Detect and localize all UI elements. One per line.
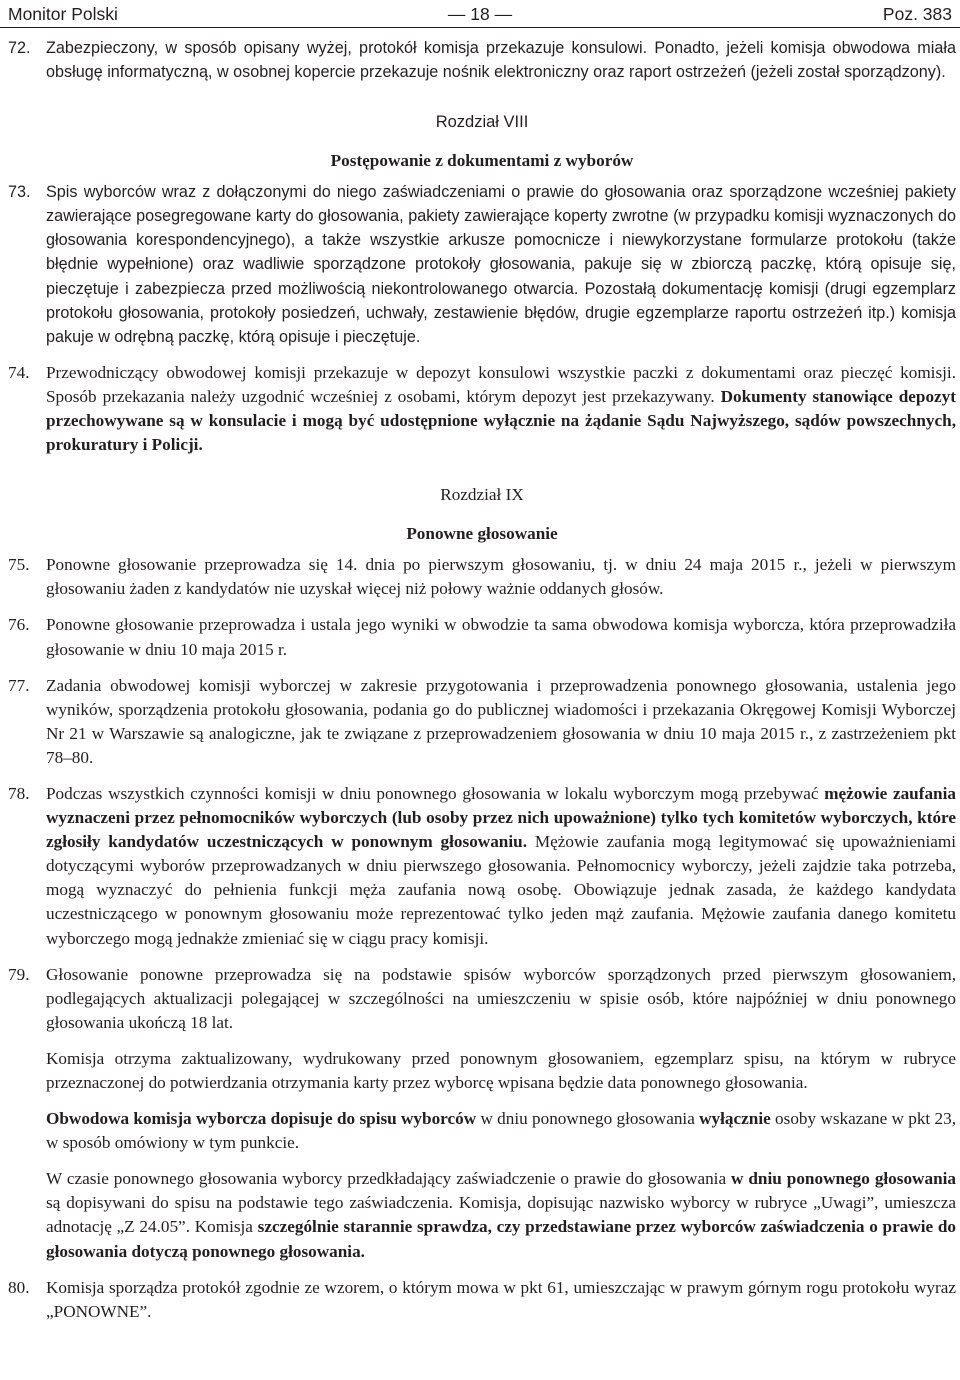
- paragraph-79: [8, 963, 956, 1035]
- header-rule: [0, 27, 960, 28]
- paragraph-number: 77.: [8, 675, 30, 695]
- paragraph-76: [8, 613, 956, 661]
- paragraph-77: [8, 674, 956, 770]
- paragraph-text: osoby wskazane w pkt 23, w sposób omówiony w tym punkcie.: [46, 1109, 956, 1153]
- paragraph-text: Zadania obwodowej komisji wyborczej w zakresie przygotowania i przeprowadzenia ponownego głosowania, ustalenia jego wyników, sporządzenia protokołu głosowania, podania go do publicznej wiadomości i przekazania Okręgowej Komisji Wyborczej Nr 21 w Warszawie są analogiczne, jak te związane z przeprowadzeniem głosowania w dniu 10 maja 2015 r., z zastrzeżeniem pkt 78–80.: [46, 675, 956, 767]
- chapter-title-9: Ponowne głosowanie: [406, 524, 558, 544]
- paragraph-74: [8, 361, 956, 457]
- paragraph-bold-text: wyłącznie: [699, 1109, 771, 1129]
- paragraph-number: 72.: [8, 39, 31, 57]
- paragraph-79-continued-3: [8, 1167, 956, 1263]
- paragraph-number: 75.: [8, 555, 30, 575]
- chapter-title-8: Postępowanie z dokumentami z wyborów: [330, 151, 634, 171]
- paragraph-text: Ponowne głosowanie przeprowadza i ustala jego wyniki w obwodzie ta sama obwodowa komisja wyborcza, która przeprowadziła głosowanie w dniu 10 maja 2015 r.: [46, 615, 956, 659]
- paragraph-number: 79.: [8, 964, 30, 984]
- paragraph-bold-text: w dniu ponownego głosowania: [731, 1169, 956, 1189]
- paragraph-72: [8, 36, 956, 84]
- document-body: [8, 36, 956, 1324]
- paragraph-number: 73.: [8, 183, 31, 202]
- paragraph-number: 78.: [8, 783, 30, 803]
- paragraph-bold-text: Obwodowa komisja wyborcza dopisuje do spisu wyborców: [46, 1109, 477, 1129]
- publication-title: Monitor Polski: [8, 4, 118, 24]
- paragraph-number: 80.: [8, 1277, 30, 1297]
- paragraph-73: [8, 180, 956, 349]
- paragraph-text: W czasie ponownego głosowania wyborcy przedkładający zaświadczenie o prawie do głosowania: [46, 1169, 732, 1189]
- paragraph-text: Spis wyborców wraz z dołączonymi do niego zaświadczeniami o prawie do głosowania oraz sporządzone wcześniej pakiety zawierające posegregowane karty do głosowania, pakiety zawierające koperty zwrotne (w przypadku komisji wyznaczonych do głosowania korespondencyjnego), a także wszystkie arkusze pomocnicze i niewykorzystane formularze protokołu (także błędnie wypełnione) oraz wadliwie sporządzone protokoły głosowania, pakuje się w zbiorczą paczkę, którą opisuje się, pieczętuje i zabezpiecza przed możliwością niekontrolowanego otwarcia. Pozostałą dokumentację komisji (drugi egzemplarz protokołu głosowania, protokoły posiedzeń, uchwały, zestawienie błędów, drugie egzemplarze raportu ostrzeżeń itp.) komisja pakuje w odrębną paczkę, którą opisuje i pieczętuje.: [46, 183, 956, 346]
- paragraph-bold-text: szczególnie starannie sprawdza, czy przedstawiane przez wyborców zaświadczenia o prawie do głosowania dotyczą ponownego głosowania.: [46, 1217, 956, 1261]
- paragraph-text: Komisja otrzyma zaktualizowany, wydrukowany przed ponownym głosowaniem, egzemplarz spisu, na którym w rubryce przeznaczonej do potwierdzania otrzymania karty przez wyborcę wpisana będzie data ponownego głosowania.: [46, 1048, 956, 1092]
- paragraph-bold-text: mężowie zaufania wyznaczeni przez pełnomocników wyborczych (lub osoby przez nich upoważnione) tylko tych komitetów wyborczych, które zgłosiły kandydatów uczestniczących w ponownym głosowaniu.: [46, 783, 956, 852]
- paragraph-text: w dniu ponownego głosowania: [476, 1109, 700, 1129]
- paragraph-text: Komisja sporządza protokół zgodnie ze wzorem, o którym mowa w pkt 61, umieszczając w prawym górnym rogu protokołu wyraz „PONOWNE”.: [46, 1277, 956, 1321]
- chapter-label-9: Rozdział IX: [440, 485, 524, 505]
- paragraph-79-continued-2: [8, 1107, 956, 1155]
- page-number: — 18 —: [447, 4, 513, 24]
- paragraph-text: Podczas wszystkich czynności komisji w dniu ponownego głosowania w lokalu wyborczym mogą przebywać: [46, 783, 825, 803]
- paragraph-78: [8, 782, 956, 951]
- paragraph-number: 74.: [8, 362, 30, 382]
- chapter-label-8: Rozdział VIII: [435, 113, 529, 132]
- paragraph-text: Przewodniczący obwodowej komisji przekazuje w depozyt konsulowi wszystkie paczki z dokumentami oraz pieczęć komisji. Sposób przekazania należy uzgodnić wcześniej z osobami, którym depozyt jest przekazywany.: [46, 362, 956, 406]
- paragraph-79-continued-1: [8, 1047, 956, 1095]
- paragraph-bold-text: Dokumenty stanowiące depozyt przechowywane są w konsulacie i mogą być udostępnione wyłącznie na żądanie Sądu Najwyższego, sądów powszechnych, prokuratury i Policji.: [46, 386, 956, 455]
- paragraph-text: Głosowanie ponowne przeprowadza się na podstawie spisów wyborców sporządzonych przed pierwszym głosowaniem, podlegających aktualizacji polegającej w szczególności na umieszczeniu w spisie osób, które najpóźniej w dniu ponownego głosowania ukończą 18 lat.: [46, 964, 956, 1032]
- paragraph-text: są dopisywani do spisu na podstawie tego zaświadczenia. Komisja, dopisując nazwisko wyborcy w rubryce „Uwagi”, umieszcza adnotację „Z 24.05”. Komisja: [46, 1193, 956, 1237]
- paragraph-text: Ponowne głosowanie przeprowadza się 14. dnia po pierwszym głosowaniu, tj. w dniu 24 maja 2015 r., jeżeli w pierwszym głosowaniu żaden z kandydatów nie uzyskał więcej niż połowy ważnie oddanych głosów.: [46, 555, 956, 599]
- paragraph-number: 76.: [8, 615, 30, 635]
- page-header: [8, 2, 952, 28]
- paragraph-80: [8, 1276, 956, 1324]
- paragraph-text: Zabezpieczony, w sposób opisany wyżej, protokół komisja przekazuje konsulowi. Ponadto, jeżeli komisja obwodowa miała obsługę informatyczną, w osobnej kopercie przekazuje nośnik elektroniczny oraz raport ostrzeżeń (jeżeli został sporządzony).: [46, 39, 956, 82]
- position-number: Poz. 383: [882, 4, 952, 24]
- paragraph-75: [8, 553, 956, 601]
- paragraph-text: Mężowie zaufania mogą legitymować się upoważnieniami dotyczącymi wyborów przeprowadzanych w dniu pierwszego głosowania. Pełnomocnicy wyborczy, jeżeli zajdzie taka potrzeba, mogą wyznaczyć do pełnienia funkcji męża zaufania nową osobę. Obowiązuje jednak zasada, że każdego kandydata uczestniczącego w ponownym głosowaniu może reprezentować tylko jeden mąż zaufania. Mężowie zaufania danego komitetu wyborczego mogą jednakże zmieniać się w ciągu pracy komisji.: [46, 832, 956, 948]
